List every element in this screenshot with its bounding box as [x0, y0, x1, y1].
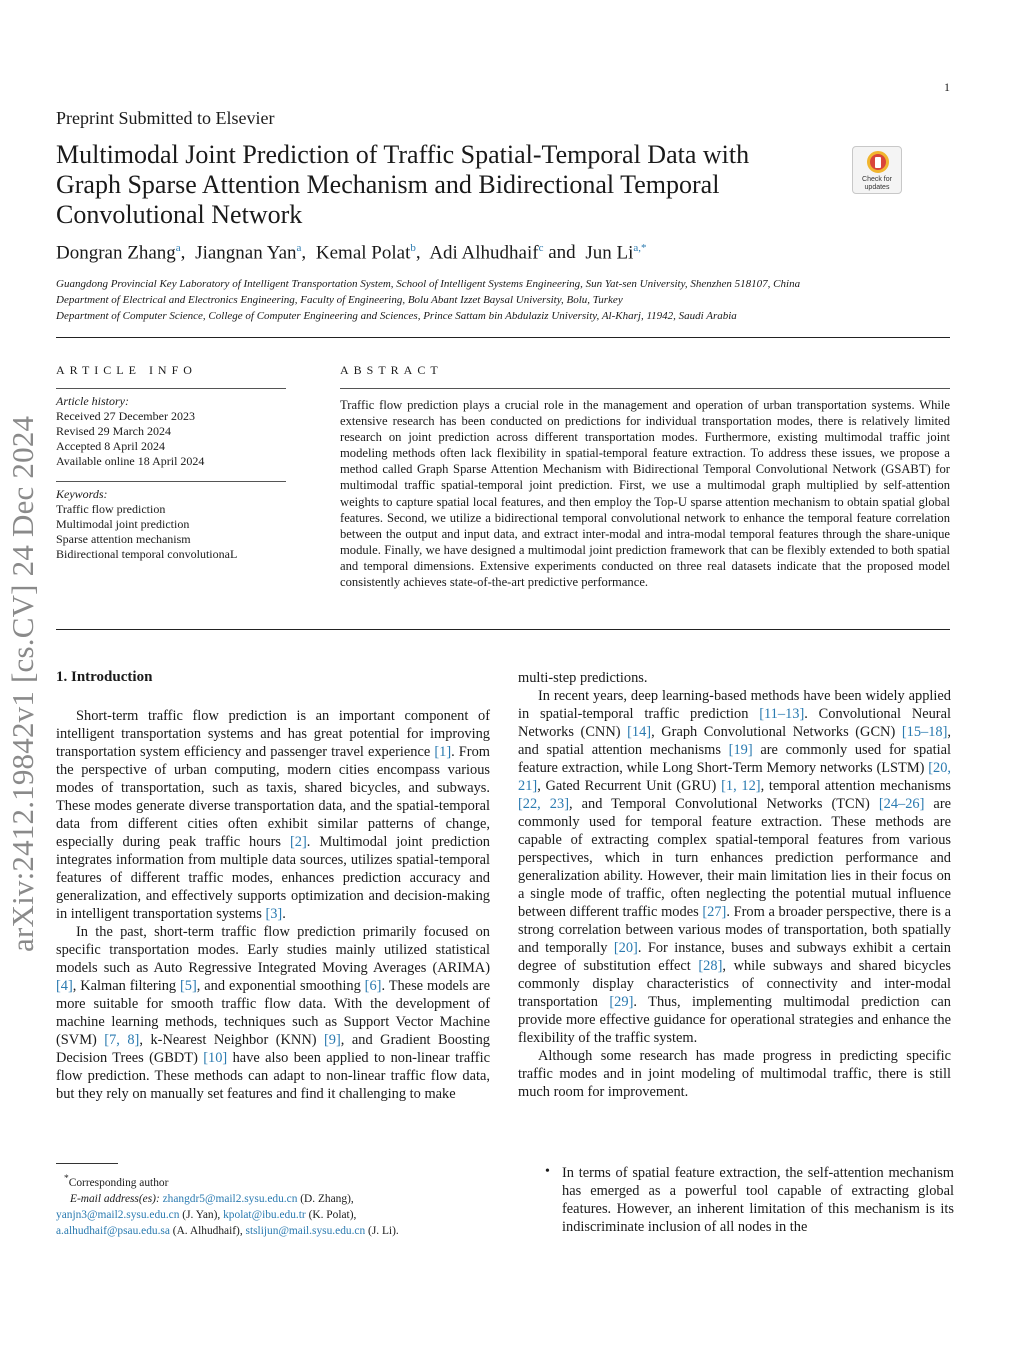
author-affiliation-mark[interactable]: b: [410, 242, 416, 254]
page-number: 1: [944, 80, 950, 94]
corresponding-label: Corresponding author: [68, 1176, 169, 1189]
left-column: [56, 707, 490, 1103]
article-history: [56, 394, 288, 469]
citation-link[interactable]: [6]: [364, 978, 382, 994]
author-name: Adi Alhudhaif: [429, 242, 539, 264]
footnote-divider: [56, 1163, 118, 1164]
citation-link[interactable]: [28]: [698, 958, 723, 974]
citation-link[interactable]: [20, 21]: [518, 760, 951, 794]
article-info-divider: [56, 388, 286, 389]
author-affiliation-mark[interactable]: a,*: [633, 242, 647, 254]
affiliation: Department of Computer Science, College of Computer Engineering and Sciences, Prince Sattam bin Abdulaziz University, Al-Kharj, 11942, Saudi Arabia: [56, 310, 737, 322]
citation-link[interactable]: [7, 8]: [104, 1032, 140, 1048]
footnote-mark: *: [64, 1174, 69, 1184]
crossmark-icon: [867, 151, 889, 173]
history-item: Received 27 December 2023: [56, 409, 195, 423]
history-item: Accepted 8 April 2024: [56, 439, 165, 453]
email-link[interactable]: a.alhudhaif@psau.edu.sa: [56, 1224, 170, 1237]
citation-link[interactable]: [27]: [702, 904, 727, 920]
paragraph: multi-step predictions.: [518, 670, 648, 686]
email-link[interactable]: stslijun@mail.sysu.edu.cn: [245, 1224, 366, 1237]
author-name: Dongran Zhang: [56, 242, 176, 264]
keyword: Multimodal joint prediction: [56, 517, 190, 531]
affiliation: Guangdong Provincial Key Laboratory of Intelligent Transportation System, School of Intelligent Systems Engineering, Sun Yat-sen University, Shenzhen 518107, China: [56, 278, 801, 290]
title-line: Multimodal Joint Prediction of Traffic Spatial-Temporal Data with: [56, 140, 750, 169]
author-name: Kemal Polat: [315, 242, 411, 264]
history-divider: [56, 481, 286, 482]
section-heading: 1. Introduction: [56, 669, 153, 685]
bullet-item: In terms of spatial feature extraction, the self-attention mechanism has emerged as a powerful tool capable of extracting global features. However, an inherent limitation of this mechanism is its indiscriminate inclusion of all nodes in the: [562, 1165, 954, 1235]
citation-link[interactable]: [10]: [203, 1050, 228, 1066]
title-line: Convolutional Network: [56, 200, 303, 229]
citation-link[interactable]: [3]: [265, 906, 283, 922]
footnote: *Corresponding author E-mail address(es): zhangdr5@mail2.sysu.edu.cn (D. Zhang), yanjn3@mail2.sysu.edu.cn (J. Yan), kpolat@ibu.edu.tr (K. Polat), a.alhudhaif@psau.edu.sa (A. Alhudhaif), stslijun@mail.sysu.edu.cn (J. Li).: [56, 1174, 399, 1237]
affiliation: Department of Electrical and Electronics Engineering, Faculty of Engineering, Bolu Abant Izzet Baysal University, Bolu, Turkey: [56, 294, 623, 306]
citation-link[interactable]: [4]: [56, 978, 73, 994]
citation-link[interactable]: [14]: [627, 724, 652, 740]
title-line: Graph Sparse Attention Mechanism and Bidirectional Temporal: [56, 170, 720, 199]
author-separator: and: [543, 242, 576, 264]
citation-link[interactable]: [9]: [324, 1032, 341, 1048]
author-separator: ,: [415, 242, 421, 264]
author-affiliation-mark[interactable]: c: [538, 242, 544, 254]
citation-link[interactable]: [5]: [180, 978, 197, 994]
citation-link[interactable]: [19]: [728, 742, 753, 758]
article-info-heading: ARTICLE INFO: [56, 363, 197, 377]
keyword: Sparse attention mechanism: [56, 532, 191, 546]
citation-link[interactable]: [2]: [290, 834, 307, 850]
email-label: E-mail address(es):: [70, 1192, 163, 1205]
citation-link[interactable]: [22, 23]: [518, 796, 569, 812]
history-item: Available online 18 April 2024: [56, 454, 205, 468]
citation-link[interactable]: [11–13]: [759, 706, 805, 722]
paragraph: In recent years, deep learning-based methods have been widely applied in spatial-temporal traffic prediction [11–13]. Convolutional Neural Networks (CNN) [14], Graph Convolutional Networks (GCN) [15–18], and spatial attention mechanisms [19] are commonly used for spatial feature extraction, while Long Short-Term Memory networks (LSTM) [20, 21], Gated Recurrent Unit (GRU) [1, 12], temporal attention mechanisms [22, 23], and Temporal Convolutional Networks (TCN) [24–26] are commonly used for temporal feature extraction. These methods are capable of extracting complex spatial-temporal features from various perspectives, which in turn enhances prediction performance and generalization ability. However, their main limitation lies in their focus on a single mode of traffic, often neglecting the potential mutual influence between different traffic modes [27]. From a broader perspective, there is a strong correlation between various modes of transportation, both spatially and temporally [20]. For instance, buses and subways exhibit a certain degree of substitution effect [28], while subways and shared bicycles commonly display characteristics of connectivity and inter-modal transportation [29]. Thus, implementing multimodal prediction can provide more effective guidance for operational strategies and enhance the flexibility of the traffic system.: [518, 688, 952, 1046]
author-affiliation-mark[interactable]: a: [175, 242, 181, 254]
keywords-label: Keywords:: [56, 487, 108, 501]
abstract-heading: ABSTRACT: [340, 363, 443, 377]
abstract-divider: [340, 388, 950, 389]
author-separator: ,: [301, 242, 307, 264]
citation-link[interactable]: [15–18]: [901, 724, 948, 740]
crossmark-label: updates: [864, 184, 890, 191]
keywords-block: [56, 487, 288, 562]
keyword: Traffic flow prediction: [56, 502, 166, 516]
preprint-label: Preprint Submitted to Elsevier: [56, 108, 275, 128]
email-link[interactable]: kpolat@ibu.edu.tr: [223, 1208, 306, 1221]
citation-link[interactable]: [29]: [609, 994, 634, 1010]
citation-link[interactable]: [1]: [434, 744, 452, 760]
arxiv-stamp[interactable]: arXiv:2412.19842v1 [cs.CV] 24 Dec 2024: [5, 415, 40, 952]
author-name: Jiangnan Yan: [195, 242, 297, 264]
author-affiliation-mark[interactable]: a: [296, 242, 302, 254]
right-column: [518, 669, 951, 1101]
citation-link[interactable]: [20]: [613, 940, 638, 956]
author-separator: ,: [180, 242, 186, 264]
email-link[interactable]: yanjn3@mail2.sysu.edu.cn: [56, 1208, 180, 1221]
header-divider: [56, 337, 950, 338]
bullet-marker: •: [545, 1164, 550, 1179]
author-list: [56, 242, 647, 264]
citation-link[interactable]: [1, 12]: [721, 778, 761, 794]
paragraph: Although some research has made progress in predicting specific traffic modes and in joint modeling of multimodal traffic, there is still much room for improvement.: [518, 1048, 951, 1100]
paragraph: Short-term traffic flow prediction is an important component of intelligent transportation systems and has great potential for improving transportation system efficiency and passenger travel experience [1]. From the perspective of urban computing, modern cities encompass various modes of transportation, such as taxis, shared bicycles, and subways. These modes generate diverse transportation data, and the spatial-temporal data from different cities often exhibit similar patterns of change, especially during peak traffic hours [2]. Multimodal joint prediction integrates information from multiple data sources, utilizes spatial-temporal features of different traffic modes, enhances prediction accuracy and generalization, and effectively supports optimization and decision-making in intelligent transportation systems [3].: [56, 708, 490, 922]
keyword: Bidirectional temporal convolutionaL: [56, 547, 238, 561]
check-for-updates-button[interactable]: [852, 146, 902, 194]
paper-title: [56, 140, 826, 230]
history-item: Revised 29 March 2024: [56, 424, 171, 438]
paragraph: In the past, short-term traffic flow prediction primarily focused on specific transportation modes. Early studies mainly utilized statistical models such as Auto Regressive Integrated Moving Averages (ARIMA) [4], Kalman filtering [5], and exponential smoothing [6]. These models are more suitable for smooth traffic flow data. With the development of machine learning methods, techniques such as Support Vector Machine (SVM) [7, 8], k-Nearest Neighbor (KNN) [9], and Gradient Boosting Decision Trees (GBDT) [10] have also been applied to non-linear traffic flow prediction. These methods can adapt to non-linear traffic flow data, but they rely on manually set features and find it challenging to make: [56, 924, 490, 1102]
crossmark-label: Check for: [862, 176, 892, 183]
email-link[interactable]: zhangdr5@mail2.sysu.edu.cn: [162, 1192, 298, 1205]
citation-link[interactable]: [24–26]: [878, 796, 925, 812]
abstract-text: Traffic flow prediction plays a crucial role in the management and operation of urban transportation systems. While extensive research has been conducted on predictions for individual transportation modes, there is relatively limited research on joint prediction across different transportation modes. Furthermore, existing multimodal traffic joint modeling methods often lack flexibility in spatial-temporal feature extraction. To address these issues, we propose a method called Graph Sparse Attention Mechanism with Bidirectional Temporal Convolutional Network (GSABT) for multimodal traffic spatial-temporal joint prediction. First, we use a multimodal graph multiplied by self-attention weights to capture spatial local features, and then employ the Top-U sparse attention mechanism to obtain spatial global features. Second, we utilize a bidirectional temporal convolutional network to enhance the temporal feature correlation between the output and input data, and extract inter-modal and intra-modal temporal features through the share-unique module. Finally, we have designed a multimodal joint prediction framework that can be flexibly extended to both spatial and temporal dimensions. Extensive experiments conducted on three real datasets indicate that the proposed model consistently achieves state-of-the-art predictive performance.: [340, 398, 950, 590]
abstract-bottom-divider: [56, 629, 950, 630]
history-label: Article history:: [56, 394, 129, 408]
author-name: Jun Li: [585, 242, 634, 264]
